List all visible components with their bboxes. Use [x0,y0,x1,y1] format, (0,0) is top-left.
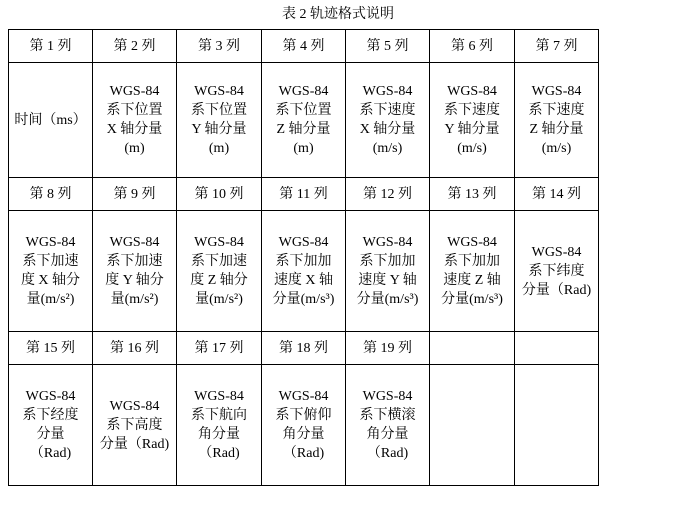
table-row [9,365,599,486]
table-cell: WGS-84 系下速度 Y 轴分量 (m/s) [430,63,515,178]
table-cell: WGS-84 系下横滚 角分量 （Rad) [346,365,430,486]
table-cell: WGS-84 系下加加 速度 X 轴 分量(m/s³) [262,211,346,332]
table-cell: 第 18 列 [262,332,346,365]
table-cell: WGS-84 系下加加 速度 Y 轴 分量(m/s³) [346,211,430,332]
table-cell: 第 10 列 [177,178,262,211]
table-row [9,211,599,332]
table-cell: WGS-84 系下加速 度 Y 轴分 量(m/s²) [93,211,177,332]
table-cell: 第 9 列 [93,178,177,211]
table-cell: 第 6 列 [430,30,515,63]
table-cell: WGS-84 系下加速 度 Z 轴分 量(m/s²) [177,211,262,332]
table-row [9,30,599,63]
table-row [9,178,599,211]
table-cell: 时间（ms） [9,63,93,178]
table-cell: 第 11 列 [262,178,346,211]
table-cell: WGS-84 系下经度 分量 （Rad) [9,365,93,486]
table-row [9,63,599,178]
table-cell: 第 13 列 [430,178,515,211]
table-cell: 第 4 列 [262,30,346,63]
table-cell: WGS-84 系下纬度 分量（Rad) [515,211,599,332]
table-cell: WGS-84 系下俯仰 角分量 （Rad) [262,365,346,486]
table-cell: WGS-84 系下位置 Y 轴分量 (m) [177,63,262,178]
table-row [9,332,599,365]
table-cell: 第 17 列 [177,332,262,365]
table-caption: 表 2 轨迹格式说明 [282,7,394,22]
table-cell: WGS-84 系下速度 Z 轴分量 (m/s) [515,63,599,178]
table-cell: WGS-84 系下位置 Z 轴分量 (m) [262,63,346,178]
table-cell: 第 15 列 [9,332,93,365]
table-cell: WGS-84 系下高度 分量（Rad) [93,365,177,486]
table-cell: 第 12 列 [346,178,430,211]
table-cell: 第 2 列 [93,30,177,63]
table-cell [430,332,515,365]
table-cell: 第 3 列 [177,30,262,63]
table-cell: 第 7 列 [515,30,599,63]
table-cell: WGS-84 系下加加 速度 Z 轴 分量(m/s³) [430,211,515,332]
table-cell: WGS-84 系下位置 X 轴分量 (m) [93,63,177,178]
table-cell [430,365,515,486]
table-cell: 第 1 列 [9,30,93,63]
table-cell: 第 8 列 [9,178,93,211]
table-cell: 第 19 列 [346,332,430,365]
table-cell: WGS-84 系下速度 X 轴分量 (m/s) [346,63,430,178]
table-cell [515,365,599,486]
table-cell: WGS-84 系下加速 度 X 轴分 量(m/s²) [9,211,93,332]
table-cell: WGS-84 系下航向 角分量 （Rad) [177,365,262,486]
table-cell: 第 16 列 [93,332,177,365]
trajectory-format-table [8,29,599,486]
table-cell: 第 14 列 [515,178,599,211]
table-cell [515,332,599,365]
table-cell: 第 5 列 [346,30,430,63]
